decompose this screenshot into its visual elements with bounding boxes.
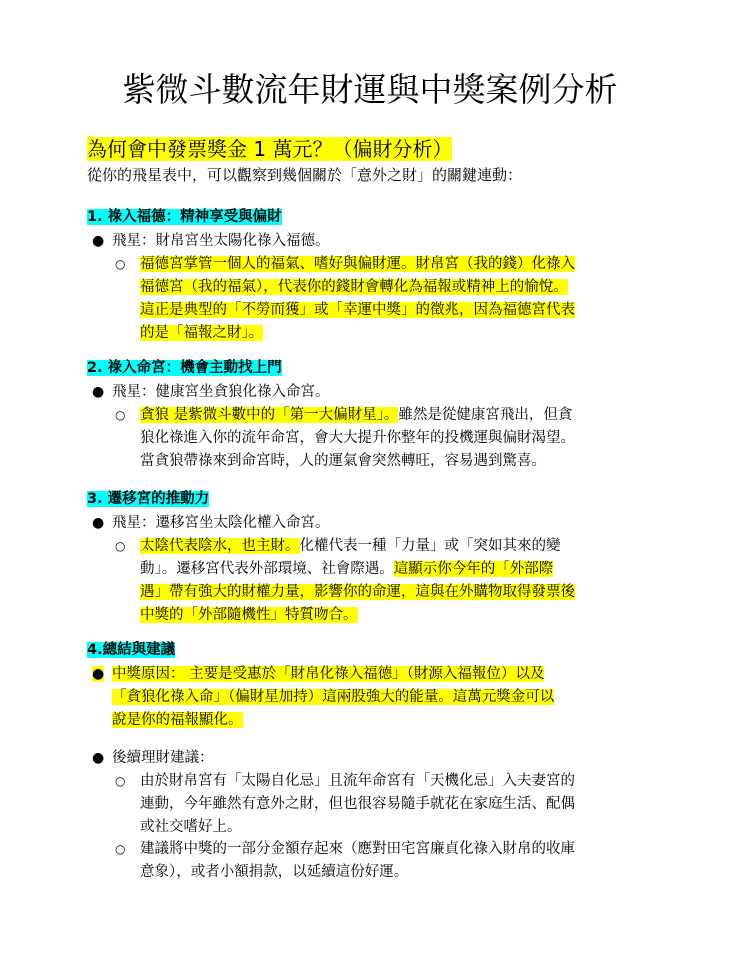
bullet-dot-icon: ● <box>92 384 105 400</box>
subsection-4-heading-text: 4.總結與建議 <box>87 642 176 658</box>
s4-bullet-summary <box>112 663 672 732</box>
subsection-2-heading-text: 2. 祿入命宮：機會主動找上門 <box>87 360 282 376</box>
subsection-3-heading <box>87 488 209 510</box>
s4-summary-line: 「貪狼化祿入命」（偏財星加持）這兩股強大的能量。這萬元獎金可以 <box>112 689 555 705</box>
subsection-1-heading-text: 1. 祿入福德：精神享受與偏財 <box>87 209 282 225</box>
s3-sub-line2-plain: 動」。遷移宮代表外部環境、社會際遇。 <box>140 561 394 577</box>
s1-bullet: 飛星：財帛宮坐太陽化祿入福德。 <box>112 233 330 249</box>
s3-sub-rest: 化權代表一種「力量」或「突如其來的變 <box>299 538 561 554</box>
circle-bullet-icon: ○ <box>115 408 126 422</box>
s3-sub-line: 遇」帶有強大的財權力量，影響你的命運，這與在外購物取得發票後 <box>140 584 575 600</box>
circle-bullet-icon: ○ <box>115 774 126 788</box>
subsection-4-heading <box>87 639 175 661</box>
bullet-dot-icon: ● <box>92 233 105 249</box>
s2-sub-highlight: 貪狼 是紫微斗數中的「第一大偏財星」。 <box>140 407 399 423</box>
circle-bullet-icon: ○ <box>115 842 126 856</box>
s3-sub-line: 中獎的「外部隨機性」特質吻合。 <box>140 607 358 623</box>
section-heading-text: 為何會中發票獎金 1 萬元？（偏財分析） <box>87 137 453 161</box>
section-intro: 從你的飛星表中，可以觀察到幾個關於「意外之財」的關鍵連動： <box>87 166 523 184</box>
s3-sub-line2-highlight: 這顯示你今年的「外部際 <box>393 561 554 577</box>
s1-sub-paragraph <box>140 253 652 345</box>
s4-advice-1-line: 連動，今年雖然有意外之財，但也很容易隨手就花在家庭生活、配偶 <box>140 796 575 812</box>
s1-sub-line: 福德宮（我的福氣），代表你的錢財會轉化為福報或精神上的愉悅。 <box>140 279 568 295</box>
s4-advice-1 <box>140 770 652 839</box>
circle-bullet-icon: ○ <box>115 539 126 553</box>
s3-sub-highlight: 太陰代表陰水，也主財。 <box>140 538 300 554</box>
s4-summary-line: 說是你的福報顯化。 <box>112 712 243 728</box>
s3-sub-paragraph <box>140 535 652 627</box>
subsection-3-heading-text: 3. 遷移宮的推動力 <box>87 491 210 507</box>
section-heading <box>87 135 452 163</box>
s1-sub-line: 福德宮掌管一個人的福氣、嗜好與偏財運。財帛宮（我的錢）化祿入 <box>140 256 575 272</box>
page-title: 紫微斗數流年財運與中獎案例分析 <box>122 70 618 109</box>
s4-advice-1-line: 或社交嗜好上。 <box>140 819 242 835</box>
circle-bullet-icon: ○ <box>115 257 126 271</box>
s1-sub-line: 這正是典型的「不勞而獲」或「幸運中獎」的徵兆，因為福德宮代表 <box>140 302 575 318</box>
s4-advice-2-line: 建議將中獎的一部分金額存起來（應對田宅宮廉貞化祿入財帛的收庫 <box>140 841 575 857</box>
s2-sub-line: 狼化祿進入你的流年命宮，會大大提升你整年的投機運與偏財渴望。 <box>140 430 575 446</box>
s1-sub-line: 的是「福報之財」。 <box>140 325 264 341</box>
s3-bullet: 飛星：遷移宮坐太陰化權入命宮。 <box>112 515 330 531</box>
s4-summary-line: 中獎原因： 主要是受惠於「財帛化祿入福德」（財源入福報位）以及 <box>112 666 545 682</box>
bullet-dot-icon: ● <box>92 750 105 766</box>
s4-advice-1-line: 由於財帛宮有「太陽自化忌」且流年命宮有「天機化忌」入夫妻宮的 <box>140 773 575 789</box>
s2-sub-paragraph <box>140 404 652 473</box>
bullet-dot-icon: ● <box>92 666 105 682</box>
s4-advice-2-line: 意象），或者小額捐款，以延續這份好運。 <box>140 864 409 880</box>
bullet-dot-icon: ● <box>92 515 105 531</box>
s2-sub-line: 當貪狼帶祿來到命宮時，人的運氣會突然轉旺，容易遇到驚喜。 <box>140 453 546 469</box>
s2-sub-rest: 雖然是從健康宮飛出，但貪 <box>398 407 573 423</box>
s2-bullet: 飛星：健康宮坐貪狼化祿入命宮。 <box>112 384 330 400</box>
s4-advice-2 <box>140 838 652 884</box>
subsection-1-heading <box>87 206 282 228</box>
subsection-2-heading <box>87 357 282 379</box>
s4-bullet-advice: 後續理財建議： <box>112 750 214 766</box>
